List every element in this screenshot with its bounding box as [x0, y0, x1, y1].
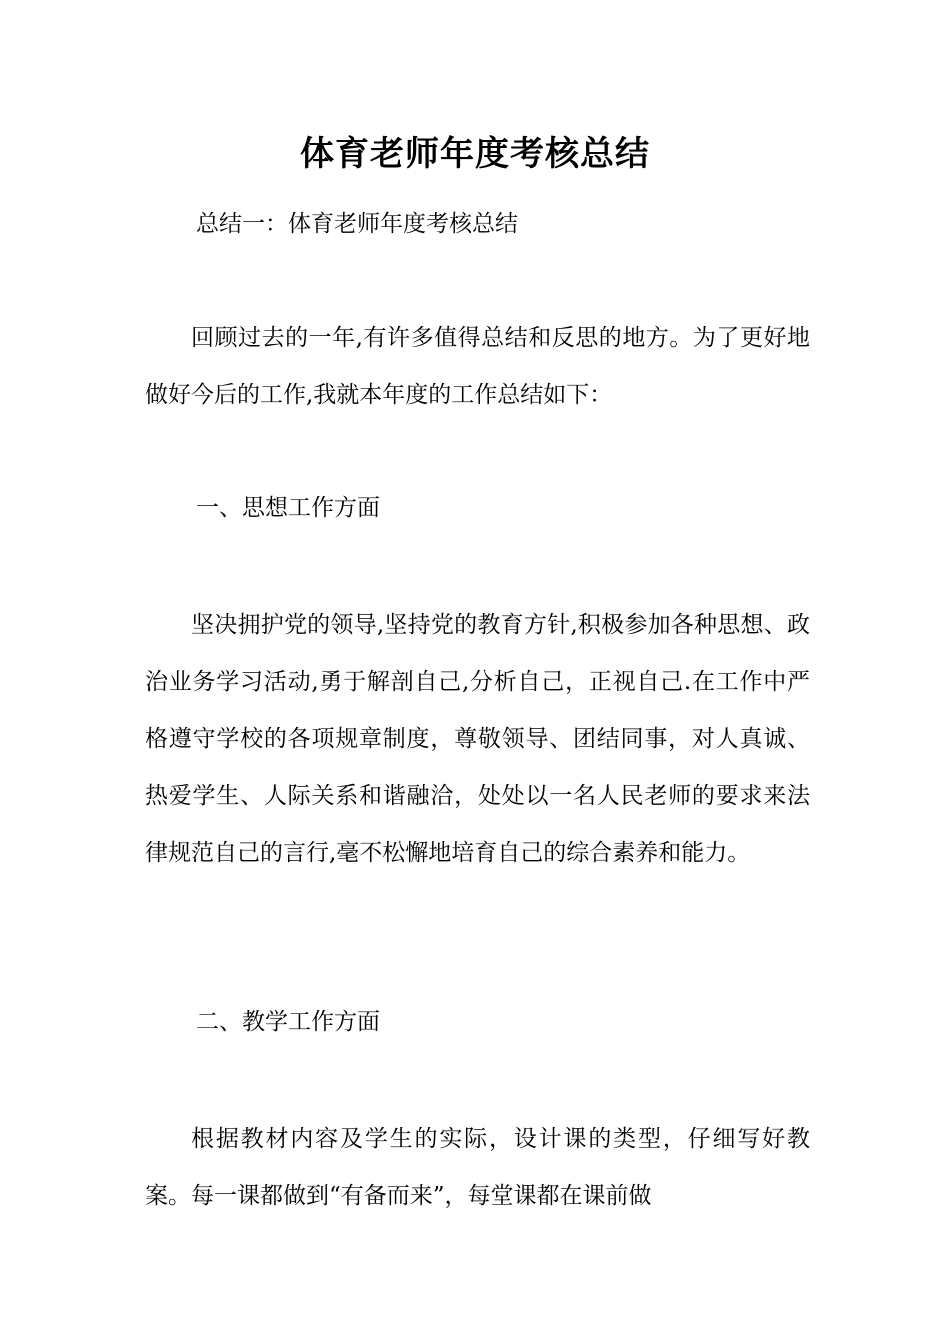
- document-title: 体育老师年度考核总结: [300, 134, 650, 174]
- section-1-paragraph: 坚决拥护党的领导,坚持党的教育方针,积极参加各种思想、政治业务学习活动,勇于解剖自己,分析自己，正视自己.在工作中严格遵守学校的各项规章制度，尊敬领导、团结同事，对人真诚、热爱学生、人际关系和谐融洽，处处以一名人民老师的要求来法律规范自己的言行,毫不松懈地培育自己的综合素养和能力。: [145, 612, 810, 866]
- intro-paragraph: 回顾过去的一年,有许多值得总结和反思的地方。为了更好地做好今后的工作,我就本年度的工作总结如下：: [145, 325, 810, 408]
- document-subtitle: 总结一：体育老师年度考核总结: [196, 211, 518, 237]
- section-2-paragraph: 根据教材内容及学生的实际，设计课的类型，仔细写好教案。每一课都做到“有备而来”，每堂课都在课前做: [145, 1126, 810, 1209]
- section-1-heading: 一、思想工作方面: [196, 495, 380, 521]
- section-2-heading: 二、教学工作方面: [196, 1009, 380, 1035]
